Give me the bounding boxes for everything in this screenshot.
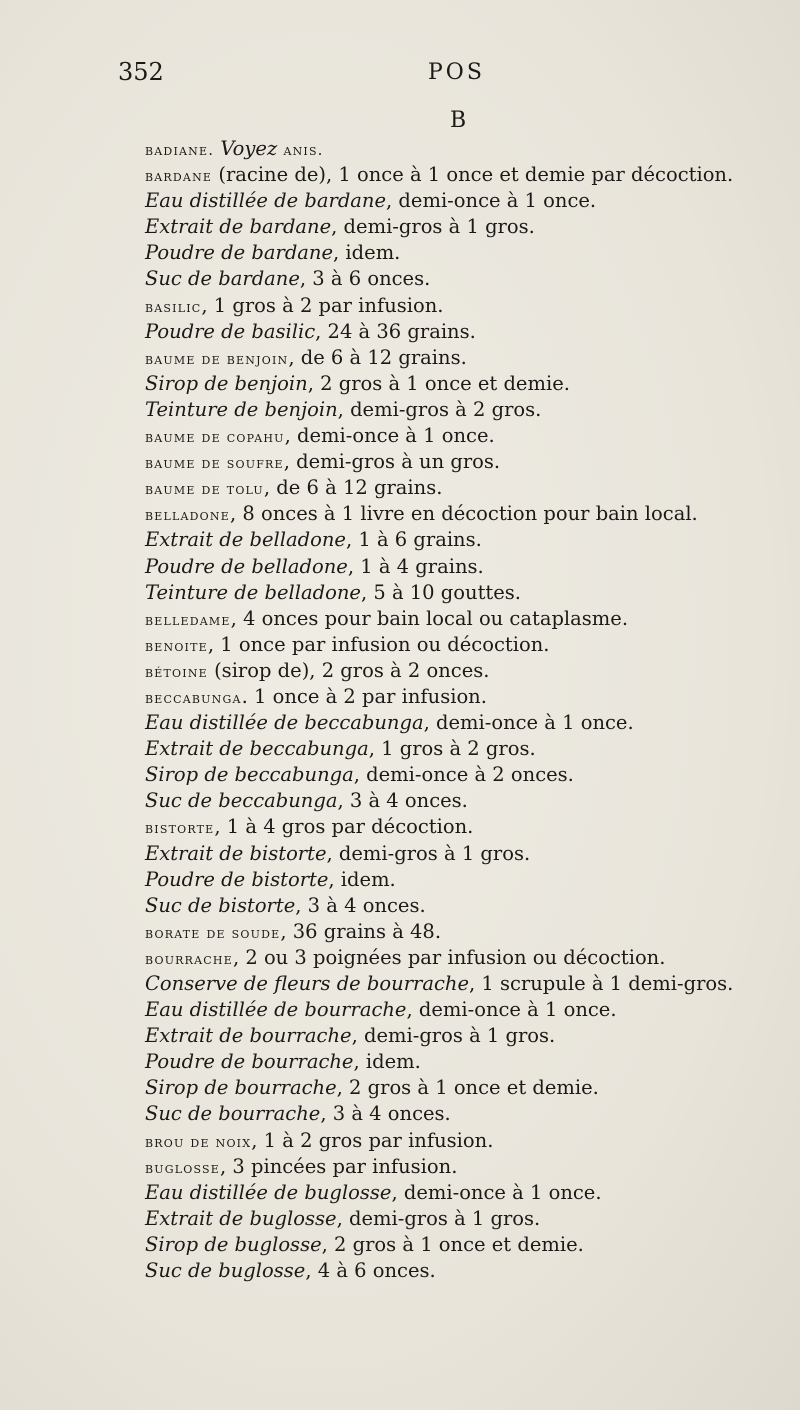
- entry-line: [0, 1049, 800, 1075]
- entry-line: [0, 841, 800, 867]
- entry-line: [0, 240, 800, 266]
- entry-dosage: , 3 à 4 onces.: [337, 789, 468, 813]
- entry-preparation: Suc de bourrache: [145, 1102, 321, 1126]
- page-number: 352: [118, 58, 164, 86]
- entry-dosage: , 2 ou 3 poignées par infusion ou décoction.: [232, 945, 666, 969]
- entry-dosage: , 1 à 2 gros par infusion.: [251, 1128, 494, 1152]
- entry-preparation: Poudre de bistorte: [145, 867, 329, 891]
- entry-dosage: , idem.: [333, 241, 401, 265]
- entry-line: [0, 1128, 800, 1154]
- entry-dosage: , 8 onces à 1 livre en décoction pour bain local.: [229, 502, 698, 526]
- entry-preparation: Extrait de beccabunga: [145, 737, 369, 761]
- entry-preparation: Sirop de beccabunga: [145, 763, 354, 787]
- entry-dosage: , demi-gros à 2 gros.: [337, 397, 542, 421]
- entry-dosage: , 1 gros à 2 par infusion.: [201, 293, 444, 317]
- entry-dosage: , 1 gros à 2 gros.: [368, 737, 536, 761]
- entry-line: [0, 293, 800, 319]
- entry-dosage: , 3 à 4 onces.: [295, 893, 426, 917]
- entry-headword: beccabunga: [145, 688, 242, 707]
- entry-preparation: Teinture de belladone: [145, 580, 361, 604]
- entry-line: [0, 893, 800, 919]
- entry-dosage: , 4 onces pour bain local ou cataplasme.: [230, 606, 629, 630]
- entry-line: [0, 527, 800, 553]
- entry-line: [0, 371, 800, 397]
- entry-preparation: Conserve de fleurs de bourrache: [145, 972, 469, 995]
- entry-dosage: , 24 à 36 grains.: [315, 319, 476, 343]
- entry-headword: bardane: [145, 167, 213, 186]
- entry-dosage: , demi-once à 1 once.: [391, 1180, 602, 1204]
- entry-dosage: , 2 gros à 1 once et demie.: [307, 371, 570, 395]
- entry-line: [0, 736, 800, 762]
- entry-dosage: , 4 à 6 onces.: [305, 1259, 436, 1283]
- entry-dosage: , 2 gros à 1 once et demie.: [336, 1076, 599, 1100]
- entry-dosage: , demi-once à 1 once.: [284, 424, 495, 448]
- entry-dosage: , 1 à 6 grains.: [345, 528, 482, 552]
- entry-headword: buglosse: [145, 1158, 220, 1177]
- entry-preparation: Sirop de bourrache: [145, 1076, 337, 1100]
- entry-headword: badiane.: [145, 141, 215, 159]
- entry-preparation: Suc de buglosse: [145, 1259, 306, 1283]
- entry-preparation: Teinture de benjoin: [145, 397, 338, 421]
- entry-dosage: , demi-gros à 1 gros.: [336, 1206, 541, 1230]
- entry-headword: bétoine: [145, 662, 208, 681]
- entry-line: [0, 319, 800, 345]
- entry-dosage: , demi-gros à un gros.: [283, 450, 501, 474]
- entry-dosage: Voyez: [214, 137, 284, 160]
- entry-headword: baume de tolu: [145, 480, 264, 499]
- entry-dosage: , de 6 à 12 grains.: [263, 476, 443, 500]
- section-letter: B: [450, 108, 467, 133]
- entry-dosage: , 1 scrupule à 1 demi-gros.: [469, 972, 734, 995]
- entry-dosage: , demi-gros à 1 gros.: [331, 215, 535, 239]
- entry-headword: brou de noix: [145, 1132, 252, 1151]
- entry-preparation: Poudre de bardane: [145, 241, 334, 265]
- entry-line: [0, 945, 800, 971]
- entry-preparation: Extrait de belladone: [145, 528, 346, 552]
- entry-dosage: , demi-gros à 1 gros.: [351, 1024, 556, 1048]
- entry-line: [0, 162, 800, 188]
- entry-dosage: , 3 à 6 onces.: [299, 267, 431, 291]
- entry-line: [0, 1232, 800, 1258]
- entry-line: [0, 684, 800, 710]
- entry-line: [0, 788, 800, 814]
- entry-dosage: (racine de), 1 once à 1 once et demie par décoction.: [212, 163, 734, 187]
- entry-preparation: Extrait de bistorte: [145, 841, 327, 865]
- entry-preparation: Extrait de bardane: [145, 215, 332, 239]
- entry-line: [0, 266, 800, 292]
- entry-dosage: , 1 à 4 grains.: [347, 554, 484, 578]
- entry-line: [0, 554, 800, 580]
- entry-line: [0, 1075, 800, 1101]
- entry-line: [0, 1023, 800, 1049]
- entry-line: [0, 919, 800, 945]
- entry-line: [0, 1101, 800, 1127]
- entry-preparation: Poudre de belladone: [145, 554, 348, 578]
- entry-line: [0, 449, 800, 475]
- entry-line: [0, 867, 800, 893]
- entry-line: [0, 606, 800, 632]
- entry-line: [0, 1258, 800, 1284]
- entry-dosage: , demi-once à 2 onces.: [353, 763, 574, 787]
- entry-line: [0, 214, 800, 240]
- entry-line: [0, 1154, 800, 1180]
- entry-dosage: , demi-once à 1 once.: [386, 189, 597, 213]
- entry-crossref: anis.: [283, 141, 324, 159]
- entry-dosage: , idem.: [353, 1050, 421, 1074]
- entry-preparation: Eau distillée de buglosse: [145, 1180, 392, 1204]
- entry-headword: borate de soude: [145, 923, 281, 942]
- entry-line: [0, 136, 800, 162]
- entry-line: [0, 997, 800, 1023]
- entry-line: [0, 1206, 800, 1232]
- entry-preparation: Suc de bardane: [145, 267, 300, 291]
- entry-preparation: Extrait de buglosse: [145, 1206, 337, 1230]
- entry-dosage: , demi-once à 1 once.: [423, 711, 634, 735]
- running-head: POS: [428, 60, 485, 85]
- entry-line: [0, 632, 800, 658]
- entry-list: [0, 136, 800, 1284]
- entry-line: [0, 580, 800, 606]
- entry-dosage: . 1 once à 2 par infusion.: [241, 684, 487, 708]
- entry-dosage: , idem.: [328, 867, 396, 891]
- entry-dosage: , 3 pincées par infusion.: [219, 1154, 458, 1178]
- entry-line: [0, 710, 800, 736]
- entry-headword: basilic: [145, 297, 202, 316]
- entry-line: [0, 762, 800, 788]
- entry-preparation: Sirop de buglosse: [145, 1232, 322, 1256]
- entry-line: [0, 501, 800, 527]
- entry-preparation: Eau distillée de bardane: [145, 189, 387, 213]
- entry-dosage: , 1 à 4 gros par décoction.: [214, 815, 474, 839]
- entry-headword: baume de soufre: [145, 454, 284, 473]
- entry-headword: baume de copahu: [145, 428, 285, 447]
- entry-dosage: , demi-once à 1 once.: [406, 998, 617, 1022]
- entry-preparation: Poudre de basilic: [145, 319, 316, 343]
- entry-line: [0, 345, 800, 371]
- entry-dosage: , 2 gros à 1 once et demie.: [321, 1232, 584, 1256]
- entry-dosage: (sirop de), 2 gros à 2 onces.: [207, 658, 490, 682]
- entry-dosage: , de 6 à 12 grains.: [288, 345, 467, 369]
- entry-dosage: , 1 once par infusion ou décoction.: [207, 632, 550, 656]
- entry-headword: belledame: [145, 610, 231, 629]
- entry-headword: bourrache: [145, 949, 233, 968]
- entry-dosage: , 36 grains à 48.: [280, 919, 442, 943]
- entry-preparation: Eau distillée de bourrache: [145, 998, 407, 1022]
- entry-line: [0, 475, 800, 501]
- entry-dosage: , 3 à 4 onces.: [320, 1102, 451, 1126]
- entry-headword: bistorte: [145, 819, 215, 838]
- entry-headword: baume de benjoin: [145, 349, 289, 368]
- entry-line: [0, 814, 800, 840]
- entry-line: [0, 1180, 800, 1206]
- entry-preparation: Extrait de bourrache: [145, 1024, 352, 1048]
- entry-line: [0, 397, 800, 423]
- entry-headword: benoite: [145, 636, 208, 655]
- entry-line: [0, 971, 800, 997]
- entry-preparation: Poudre de bourrache: [145, 1050, 354, 1074]
- entry-line: [0, 658, 800, 684]
- entry-preparation: Suc de bistorte: [145, 893, 296, 917]
- entry-dosage: , demi-gros à 1 gros.: [326, 841, 531, 865]
- entry-headword: belladone: [145, 506, 230, 525]
- entry-line: [0, 423, 800, 449]
- entry-line: [0, 188, 800, 214]
- entry-dosage: , 5 à 10 gouttes.: [360, 580, 521, 604]
- entry-preparation: Sirop de benjoin: [145, 371, 308, 395]
- entry-preparation: Suc de beccabunga: [145, 789, 338, 813]
- entry-preparation: Eau distillée de beccabunga: [145, 711, 424, 735]
